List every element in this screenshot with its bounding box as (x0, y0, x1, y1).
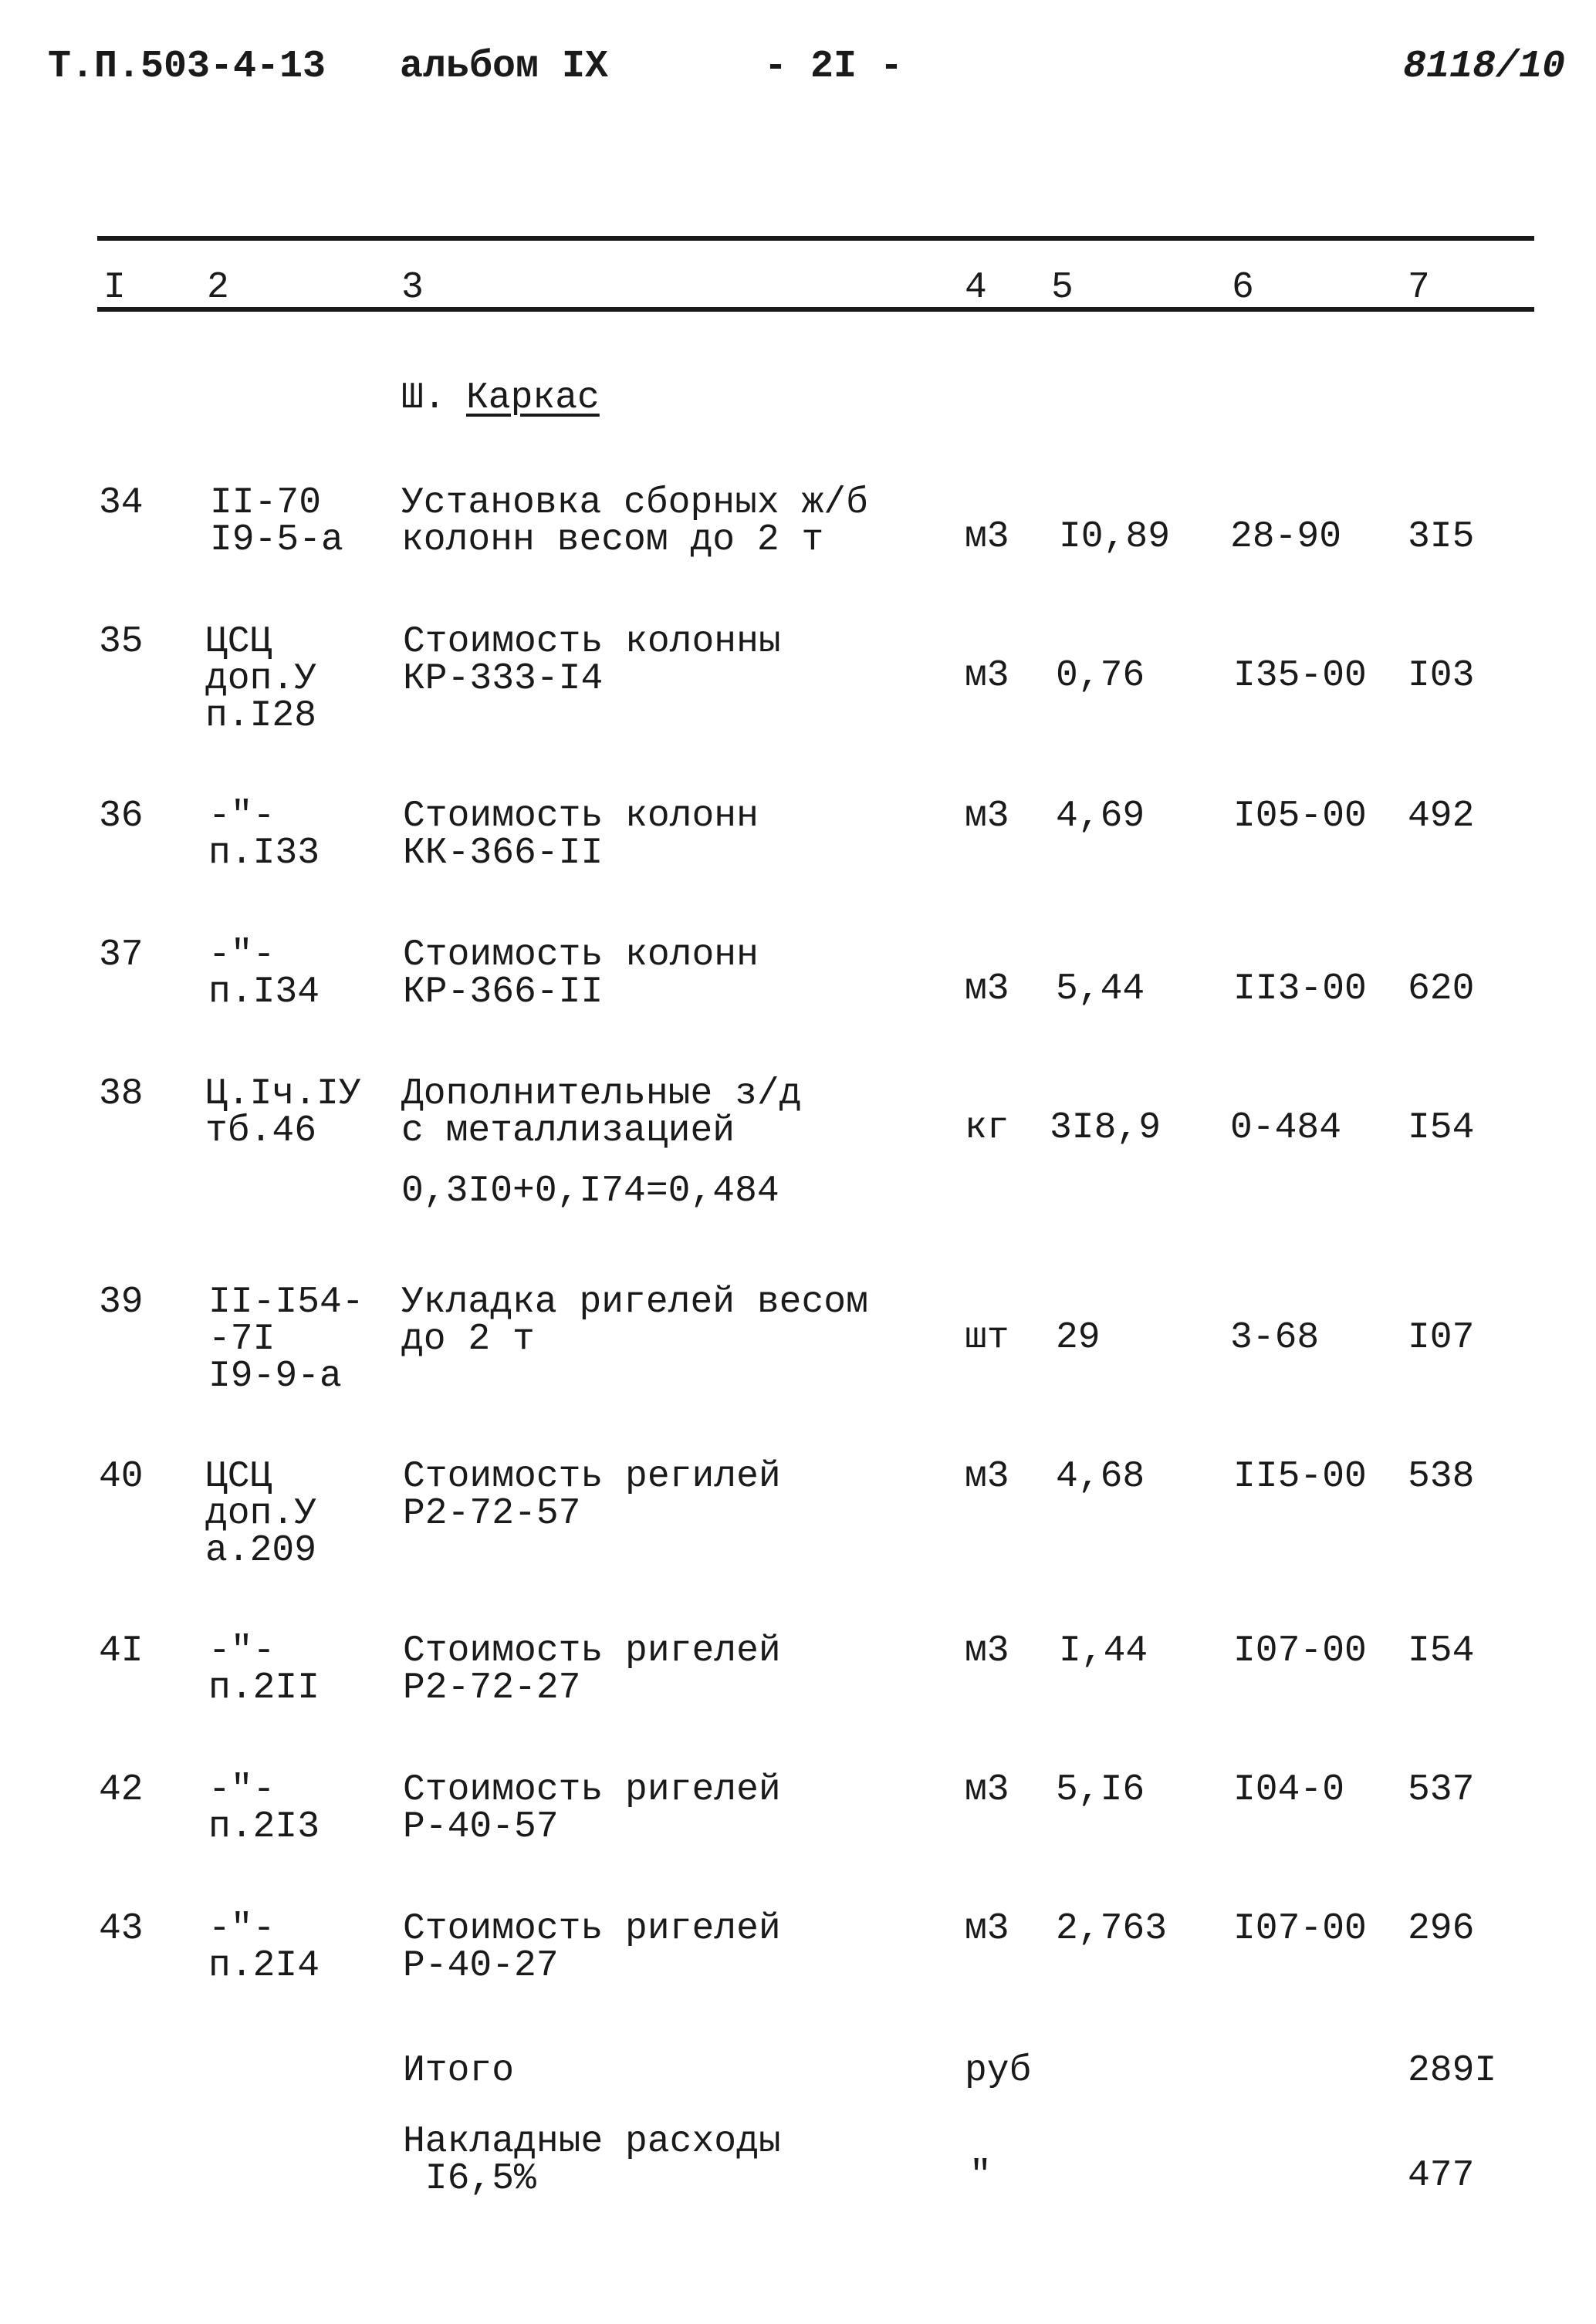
row-unit: кг (965, 1107, 1009, 1149)
column-number-2: 2 (207, 267, 229, 309)
column-number-7: 7 (1408, 267, 1430, 309)
row-description: Стоимость колонн КК-366-II (403, 795, 759, 874)
row-unit: м3 (965, 795, 1009, 837)
row-quantity: 5,I6 (1056, 1769, 1145, 1811)
row-code: Ц.Iч.IУ тб.46 (205, 1073, 361, 1152)
row-quantity: I0,89 (1059, 516, 1171, 558)
row-number: 36 (99, 795, 144, 837)
row-quantity: 5,44 (1056, 968, 1145, 1010)
document-code: Т.П.503-4-13 (48, 45, 326, 89)
row-description: Укладка ригелей весом до 2 т (401, 1282, 868, 1360)
table-header-rule (97, 307, 1534, 312)
overhead-label: Накладные расходы I6,5% (403, 2121, 781, 2200)
row-code: II-70 I9-5-а (210, 482, 343, 561)
row-unit: м3 (965, 516, 1009, 558)
sheet-number: 8118/10 (1403, 45, 1566, 89)
column-number-5: 5 (1051, 267, 1074, 309)
column-number-4: 4 (965, 267, 987, 309)
row-number: 38 (99, 1073, 144, 1115)
row-number: 39 (99, 1282, 144, 1323)
total-value: 289I (1408, 2050, 1497, 2092)
overhead-value: 477 (1408, 2155, 1475, 2197)
row-unit: м3 (965, 1456, 1009, 1498)
row-quantity: 4,68 (1056, 1456, 1145, 1498)
row-note: 0,3I0+0,I74=0,484 (401, 1170, 779, 1212)
row-code: -"- п.2II (208, 1630, 320, 1709)
row-description: Стоимость колонн КР-366-II (403, 934, 759, 1013)
row-code: ЦСЦ доп.У а.209 (205, 1456, 317, 1572)
row-description: Стоимость ригелей Р2-72-27 (403, 1630, 781, 1709)
section-title: Каркас (466, 377, 600, 419)
row-unit: шт (965, 1317, 1009, 1359)
row-unit: м3 (965, 655, 1009, 697)
row-unit-price: 28-90 (1230, 516, 1342, 558)
row-code: II-I54- -7I I9-9-а (208, 1282, 364, 1397)
row-number: 40 (99, 1456, 144, 1498)
row-unit-price: 3-68 (1230, 1317, 1320, 1359)
row-unit: м3 (965, 968, 1009, 1010)
row-description: Стоимость регилей Р2-72-57 (403, 1456, 781, 1535)
row-number: 37 (99, 934, 144, 976)
row-quantity: 3I8,9 (1050, 1107, 1161, 1149)
row-code: ЦСЦ доп.У п.I28 (205, 621, 317, 737)
row-description: Дополнительные з/д с металлизацией (401, 1073, 802, 1152)
row-total: 538 (1408, 1456, 1475, 1498)
row-unit: м3 (965, 1630, 1009, 1672)
row-unit-price: I07-00 (1233, 1630, 1367, 1672)
row-unit-price: I07-00 (1233, 1908, 1367, 1950)
row-unit-price: II5-00 (1233, 1456, 1367, 1498)
row-description: Стоимость ригелей Р-40-27 (403, 1908, 781, 1987)
row-unit-price: I05-00 (1233, 795, 1367, 837)
row-quantity: I,44 (1059, 1630, 1148, 1672)
row-number: 35 (99, 621, 144, 663)
row-description: Стоимость колонны КР-333-I4 (403, 621, 781, 700)
row-total: 620 (1408, 968, 1475, 1010)
column-number-6: 6 (1232, 267, 1254, 309)
page-number: - 2I - (764, 45, 904, 89)
row-total: 296 (1408, 1908, 1475, 1950)
total-unit: руб (965, 2050, 1032, 2092)
column-number-1: I (103, 267, 126, 309)
row-code: -"- п.I33 (208, 795, 320, 874)
row-code: -"- п.2I3 (208, 1769, 320, 1848)
row-unit-price: I35-00 (1233, 655, 1367, 697)
album-label: альбом IX (400, 45, 609, 89)
row-total: I54 (1408, 1630, 1475, 1672)
row-unit-price: 0-484 (1230, 1107, 1342, 1149)
row-total: 3I5 (1408, 516, 1475, 558)
row-quantity: 2,763 (1056, 1908, 1168, 1950)
row-code: -"- п.I34 (208, 934, 320, 1013)
row-code: -"- п.2I4 (208, 1908, 320, 1987)
table-top-rule (97, 236, 1534, 241)
total-label: Итого (403, 2050, 515, 2092)
row-description: Стоимость ригелей Р-40-57 (403, 1769, 781, 1848)
row-quantity: 29 (1056, 1317, 1101, 1359)
row-total: I03 (1408, 655, 1475, 697)
section-numeral: Ш. (401, 377, 446, 419)
column-number-3: 3 (401, 267, 424, 309)
row-number: 4I (99, 1630, 144, 1672)
row-unit: м3 (965, 1769, 1009, 1811)
overhead-unit: " (969, 2155, 992, 2197)
row-description: Установка сборных ж/б колонн весом до 2 т (401, 482, 868, 561)
row-total: I07 (1408, 1317, 1475, 1359)
row-quantity: 4,69 (1056, 795, 1145, 837)
row-total: I54 (1408, 1107, 1475, 1149)
row-total: 492 (1408, 795, 1475, 837)
row-unit: м3 (965, 1908, 1009, 1950)
row-total: 537 (1408, 1769, 1475, 1811)
row-number: 34 (99, 482, 144, 524)
row-unit-price: II3-00 (1233, 968, 1367, 1010)
row-unit-price: I04-0 (1233, 1769, 1345, 1811)
row-quantity: 0,76 (1056, 655, 1145, 697)
row-number: 43 (99, 1908, 144, 1950)
row-number: 42 (99, 1769, 144, 1811)
